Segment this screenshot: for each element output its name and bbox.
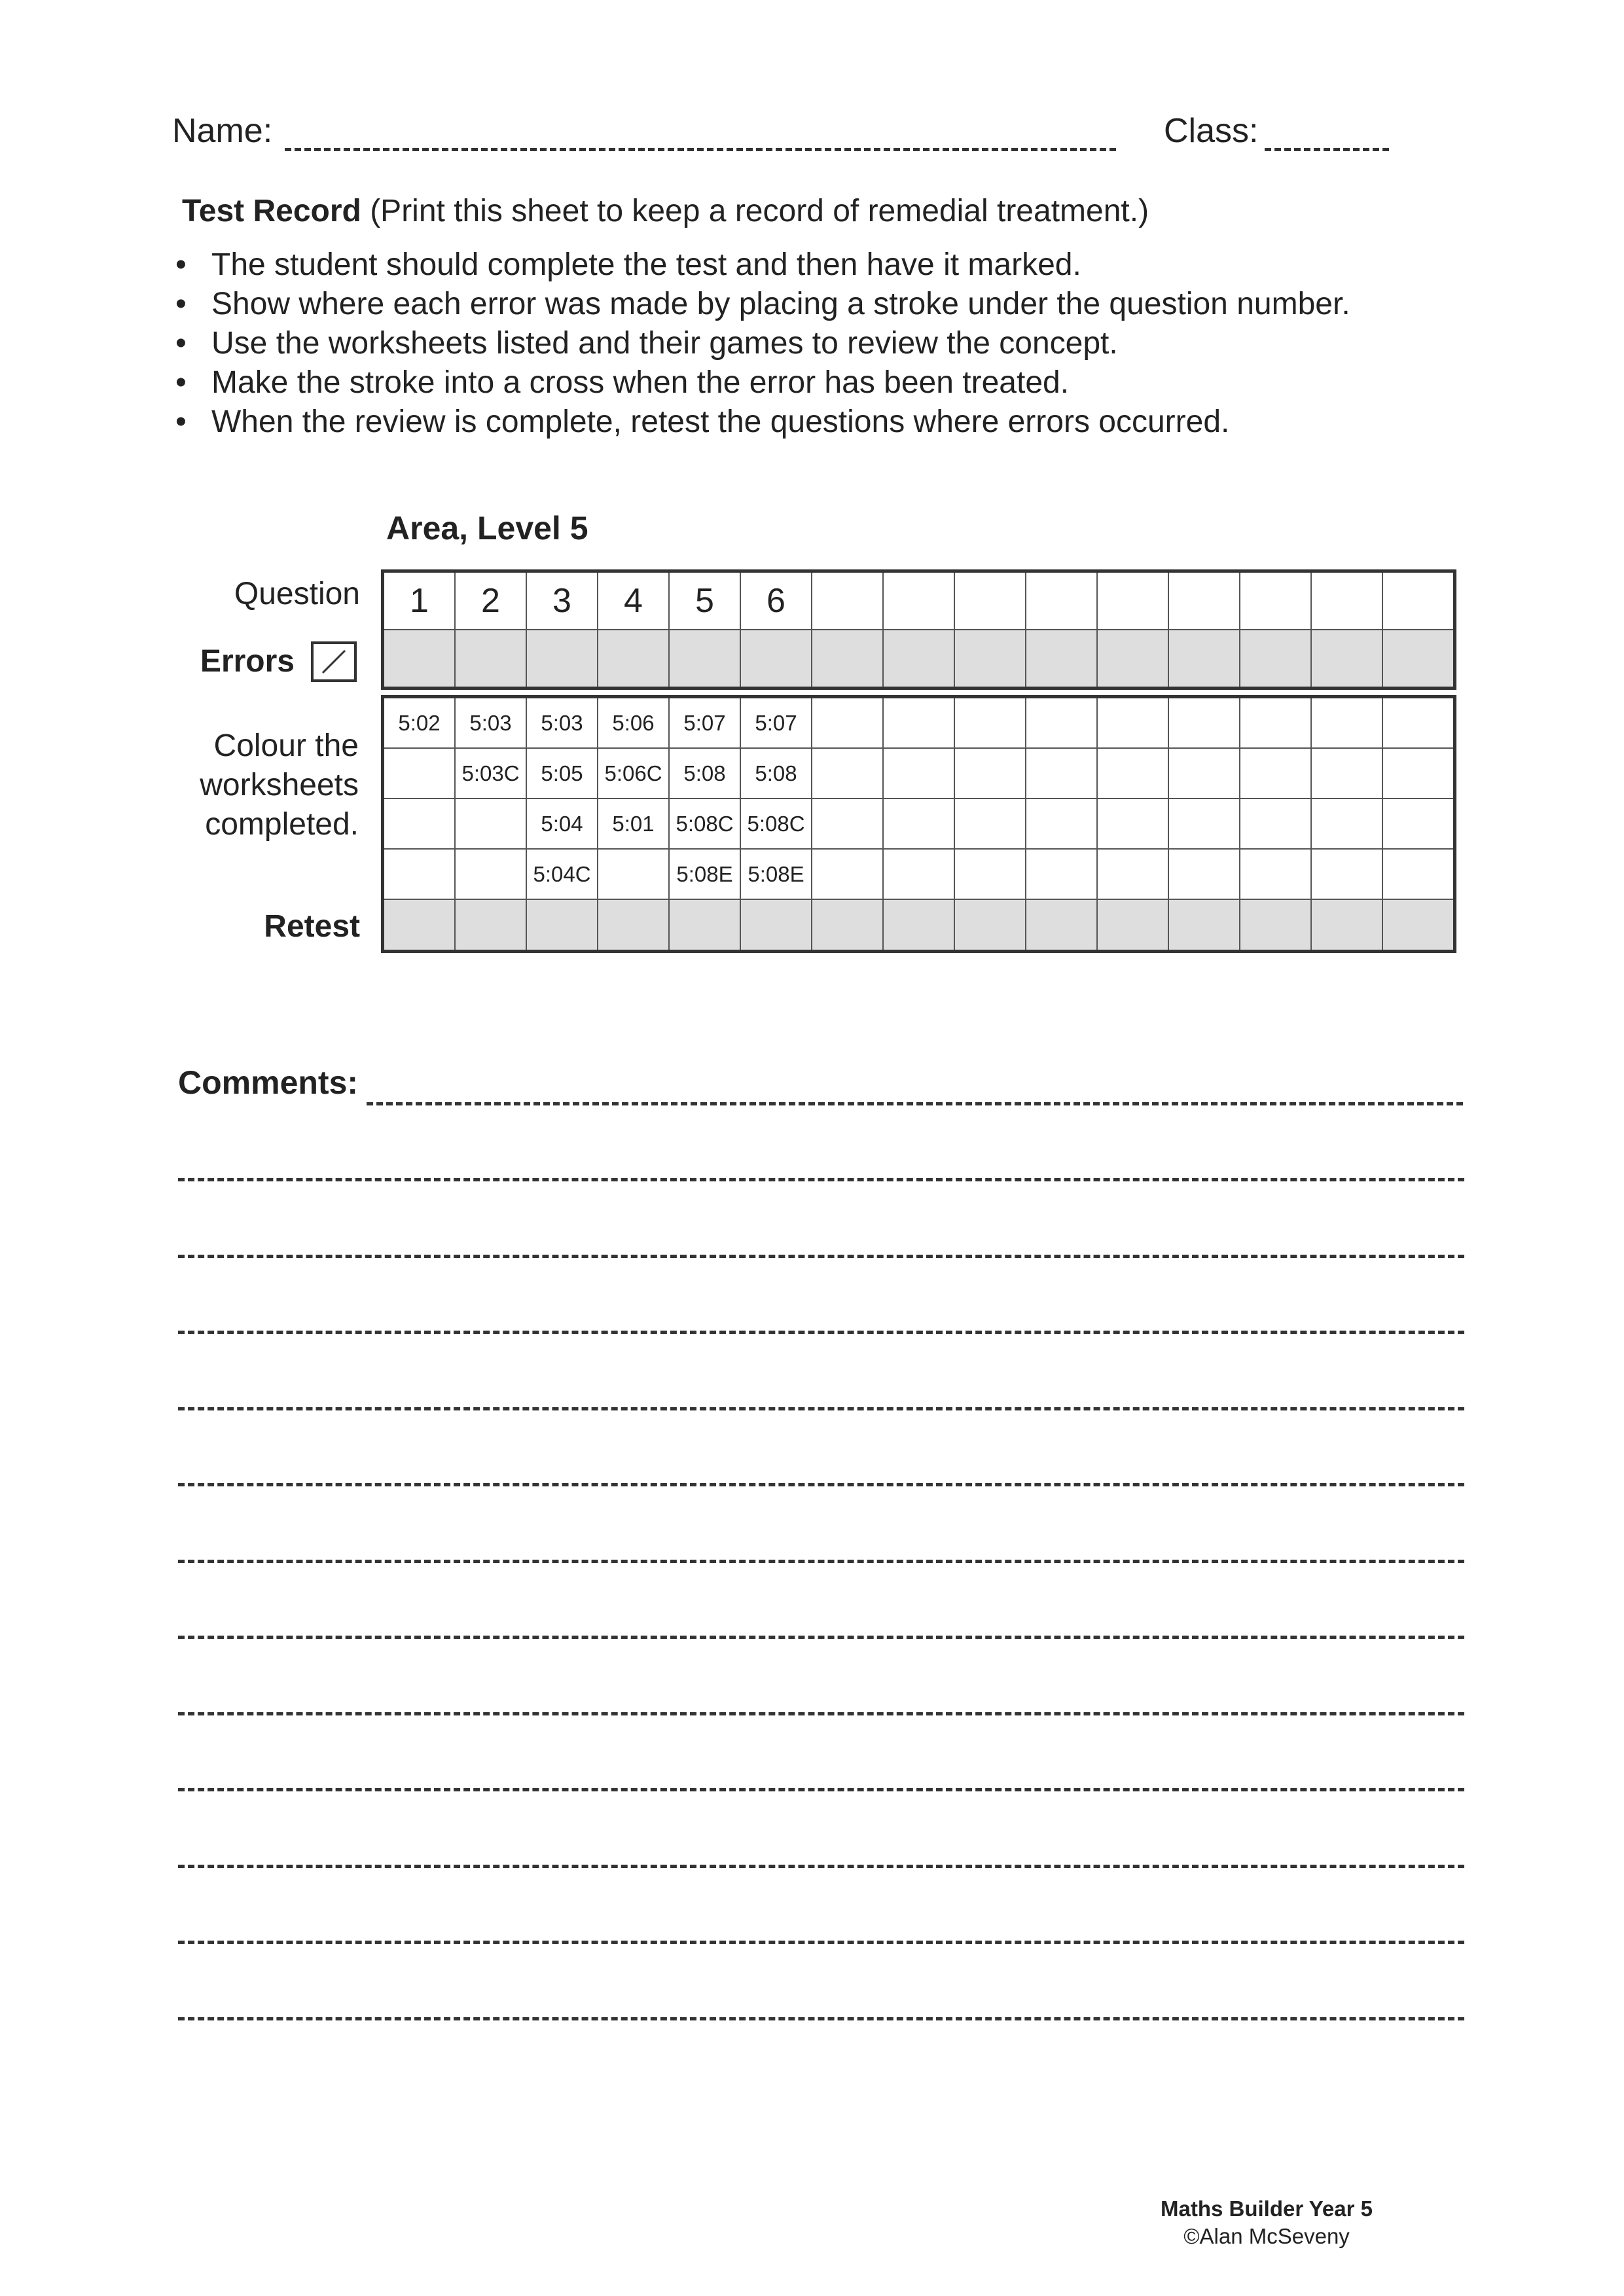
worksheet-cell[interactable]: 5:01 <box>598 798 669 849</box>
worksheet-cell[interactable] <box>1168 748 1240 798</box>
question-number-cell <box>1240 571 1311 630</box>
worksheet-cell[interactable] <box>1240 748 1311 798</box>
class-label: Class: <box>1164 112 1259 150</box>
comment-line[interactable] <box>178 1407 1464 1410</box>
question-number-cell <box>1168 571 1240 630</box>
worksheet-cell[interactable] <box>1311 798 1382 849</box>
error-cell[interactable] <box>455 630 526 689</box>
worksheet-cell[interactable] <box>883 748 954 798</box>
worksheet-cell[interactable] <box>954 748 1026 798</box>
worksheet-cell[interactable] <box>954 798 1026 849</box>
worksheet-cell[interactable] <box>1382 849 1455 899</box>
retest-cell[interactable] <box>526 899 598 952</box>
worksheet-cell[interactable]: 5:07 <box>669 697 740 749</box>
question-number-cell: 6 <box>740 571 812 630</box>
worksheets-row <box>383 849 1455 899</box>
name-label: Name: <box>172 112 273 150</box>
question-number-cell <box>1382 571 1455 630</box>
worksheet-cell[interactable] <box>1382 798 1455 849</box>
comment-line[interactable] <box>178 1331 1464 1334</box>
worksheet-cell[interactable] <box>1026 798 1097 849</box>
instructions-list <box>175 245 1350 442</box>
worksheet-cell[interactable] <box>455 849 526 899</box>
instruction-item: • The student should complete the test and then have it marked. <box>175 245 1350 285</box>
errors-row <box>383 630 1455 689</box>
worksheet-cell[interactable] <box>383 849 456 899</box>
retest-row <box>383 899 1455 952</box>
worksheet-cell[interactable] <box>1311 849 1382 899</box>
comment-line[interactable] <box>178 1865 1464 1868</box>
worksheet-cell[interactable] <box>1026 697 1097 749</box>
worksheets-row <box>383 697 1455 749</box>
test-record-heading <box>182 193 1149 229</box>
worksheet-cell[interactable] <box>954 697 1026 749</box>
error-cell[interactable] <box>740 630 812 689</box>
error-cell[interactable] <box>1168 630 1240 689</box>
comment-line[interactable] <box>178 1560 1464 1563</box>
instruction-item: • Use the worksheets listed and their games to review the concept. <box>175 324 1350 363</box>
worksheet-cell[interactable] <box>812 697 883 749</box>
worksheet-cell[interactable] <box>1168 849 1240 899</box>
worksheet-cell[interactable] <box>883 697 954 749</box>
worksheet-cell[interactable] <box>1240 849 1311 899</box>
question-number-cell: 5 <box>669 571 740 630</box>
worksheet-cell[interactable] <box>883 849 954 899</box>
question-number-cell <box>1026 571 1097 630</box>
question-number-cell: 3 <box>526 571 598 630</box>
error-cell[interactable] <box>954 630 1026 689</box>
worksheet-cell[interactable]: 5:05 <box>526 748 598 798</box>
retest-cell[interactable] <box>954 899 1026 952</box>
stroke-icon <box>314 644 354 679</box>
comment-line[interactable] <box>178 2017 1464 2020</box>
worksheet-cell[interactable]: 5:08C <box>669 798 740 849</box>
retest-cell[interactable] <box>740 899 812 952</box>
worksheet-cell[interactable]: 5:07 <box>740 697 812 749</box>
worksheet-cell[interactable] <box>1168 798 1240 849</box>
worksheet-cell[interactable] <box>598 849 669 899</box>
worksheet-cell[interactable] <box>1382 748 1455 798</box>
error-cell[interactable] <box>1382 630 1455 689</box>
worksheet-cell[interactable]: 5:08E <box>740 849 812 899</box>
error-cell[interactable] <box>1311 630 1382 689</box>
worksheet-cell[interactable]: 5:04C <box>526 849 598 899</box>
worksheet-cell[interactable] <box>1026 748 1097 798</box>
retest-cell[interactable] <box>598 899 669 952</box>
grid-title: Area, Level 5 <box>386 510 588 547</box>
retest-cell[interactable] <box>1382 899 1455 952</box>
retest-label: Retest <box>264 909 360 944</box>
comment-line[interactable] <box>178 1255 1464 1258</box>
stroke-symbol-box <box>311 641 357 682</box>
question-number-cell <box>1097 571 1168 630</box>
error-cell[interactable] <box>883 630 954 689</box>
worksheets-label-line: worksheets <box>200 768 359 802</box>
comment-line[interactable] <box>178 1483 1464 1486</box>
retest-cell[interactable] <box>1240 899 1311 952</box>
worksheet-cell[interactable] <box>1311 697 1382 749</box>
error-cell[interactable] <box>383 630 456 689</box>
worksheets-label <box>162 726 359 844</box>
instruction-item: • When the review is complete, retest the questions where errors occurred. <box>175 403 1350 442</box>
question-number-cell: 1 <box>383 571 456 630</box>
comment-line[interactable] <box>367 1102 1463 1105</box>
test-record-subtitle: (Print this sheet to keep a record of remedial treatment.) <box>370 194 1149 228</box>
retest-cell[interactable] <box>1097 899 1168 952</box>
worksheet-cell[interactable]: 5:02 <box>383 697 456 749</box>
question-number-cell <box>954 571 1026 630</box>
worksheet-cell[interactable] <box>1240 697 1311 749</box>
question-row <box>383 571 1455 630</box>
error-cell[interactable] <box>1026 630 1097 689</box>
retest-cell[interactable] <box>812 899 883 952</box>
worksheet-cell[interactable] <box>1382 697 1455 749</box>
retest-cell[interactable] <box>1026 899 1097 952</box>
worksheet-cell[interactable] <box>1311 748 1382 798</box>
worksheet-cell[interactable] <box>383 748 456 798</box>
worksheet-cell[interactable]: 5:08E <box>669 849 740 899</box>
worksheet-cell[interactable] <box>455 798 526 849</box>
worksheet-cell[interactable] <box>1097 849 1168 899</box>
worksheets-label-line: Colour the <box>213 728 359 763</box>
worksheet-cell[interactable]: 5:06C <box>598 748 669 798</box>
retest-cell[interactable] <box>883 899 954 952</box>
worksheets-label-line: completed. <box>205 807 359 842</box>
worksheet-cell[interactable]: 5:04 <box>526 798 598 849</box>
worksheet-cell[interactable]: 5:03 <box>455 697 526 749</box>
comment-line[interactable] <box>178 1712 1464 1715</box>
retest-cell[interactable] <box>1168 899 1240 952</box>
worksheet-cell[interactable]: 5:08 <box>740 748 812 798</box>
footer-copyright: ©Alan McSeveny <box>1183 2224 1350 2248</box>
worksheet-cell[interactable] <box>1097 748 1168 798</box>
error-cell[interactable] <box>1240 630 1311 689</box>
worksheets-table <box>381 695 1456 953</box>
question-errors-table <box>381 569 1456 690</box>
worksheet-cell[interactable] <box>954 849 1026 899</box>
comments-label: Comments: <box>178 1064 359 1101</box>
error-cell[interactable] <box>598 630 669 689</box>
worksheet-cell[interactable]: 5:03 <box>526 697 598 749</box>
worksheet-cell[interactable]: 5:08 <box>669 748 740 798</box>
errors-label: Errors <box>200 644 295 679</box>
worksheet-cell[interactable] <box>883 798 954 849</box>
comment-line[interactable] <box>178 1178 1464 1181</box>
question-number-cell <box>812 571 883 630</box>
worksheet-cell[interactable] <box>1026 849 1097 899</box>
worksheet-cell[interactable] <box>1240 798 1311 849</box>
worksheet-cell[interactable] <box>383 798 456 849</box>
error-cell[interactable] <box>812 630 883 689</box>
comment-line[interactable] <box>178 1788 1464 1791</box>
comment-line[interactable] <box>178 1941 1464 1944</box>
worksheet-cell[interactable]: 5:06 <box>598 697 669 749</box>
worksheets-row <box>383 798 1455 849</box>
retest-cell[interactable] <box>669 899 740 952</box>
question-number-cell <box>1311 571 1382 630</box>
error-cell[interactable] <box>526 630 598 689</box>
retest-cell[interactable] <box>455 899 526 952</box>
worksheet-cell[interactable] <box>812 798 883 849</box>
worksheet-cell[interactable] <box>812 849 883 899</box>
question-number-cell: 2 <box>455 571 526 630</box>
worksheet-cell[interactable]: 5:03C <box>455 748 526 798</box>
question-number-cell: 4 <box>598 571 669 630</box>
class-field[interactable] <box>1265 148 1389 151</box>
instruction-item: • Make the stroke into a cross when the error has been treated. <box>175 363 1350 403</box>
worksheet-cell[interactable] <box>1168 697 1240 749</box>
worksheet-cell[interactable]: 5:08C <box>740 798 812 849</box>
worksheet-cell[interactable] <box>1097 798 1168 849</box>
worksheets-row <box>383 748 1455 798</box>
question-label: Question <box>234 577 360 611</box>
error-cell[interactable] <box>669 630 740 689</box>
worksheet-cell[interactable] <box>812 748 883 798</box>
instruction-item: • Show where each error was made by placing a stroke under the question number. <box>175 285 1350 324</box>
name-field[interactable] <box>285 148 1116 151</box>
retest-cell[interactable] <box>383 899 456 952</box>
footer-title: Maths Builder Year 5 <box>1160 2197 1373 2221</box>
test-record-title: Test Record <box>182 194 361 228</box>
question-number-cell <box>883 571 954 630</box>
retest-cell[interactable] <box>1311 899 1382 952</box>
comment-line[interactable] <box>178 1636 1464 1639</box>
error-cell[interactable] <box>1097 630 1168 689</box>
worksheet-cell[interactable] <box>1097 697 1168 749</box>
